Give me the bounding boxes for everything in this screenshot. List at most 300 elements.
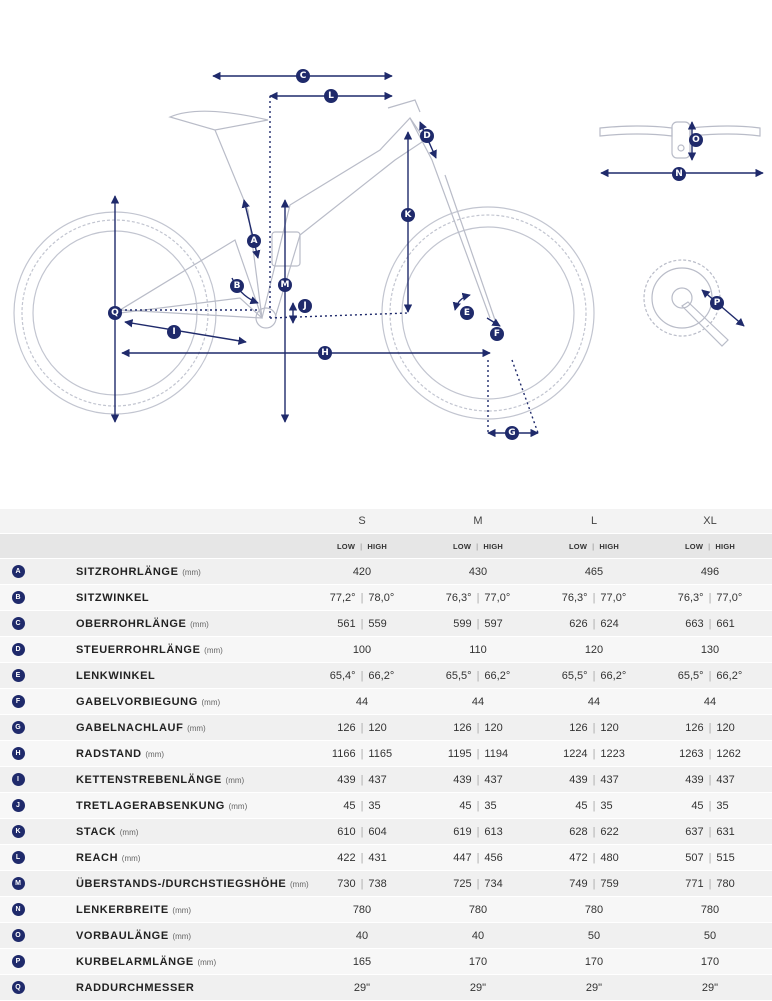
value-low: 430 bbox=[468, 565, 488, 578]
cell-value: 126 | 120 bbox=[337, 721, 387, 734]
label-i bbox=[167, 325, 181, 339]
row-label bbox=[76, 877, 309, 890]
cell-value: 439 | 437 bbox=[453, 773, 503, 786]
value-low: 29" bbox=[701, 981, 719, 994]
label-c bbox=[296, 69, 310, 83]
cell-value bbox=[304, 644, 420, 656]
row-name: OBERROHRLÄNGE bbox=[76, 617, 187, 630]
value-low: 29" bbox=[585, 981, 603, 994]
value-high: 437 bbox=[368, 773, 387, 786]
table-row bbox=[0, 741, 772, 767]
cell-value bbox=[536, 956, 652, 968]
value-high: 66,2° bbox=[484, 669, 511, 682]
row-name: RADSTAND bbox=[76, 747, 142, 760]
value-high: 35 bbox=[600, 799, 613, 812]
label-m bbox=[278, 278, 292, 292]
cell-value: 76,3° | 77,0° bbox=[445, 591, 511, 604]
value-low: 610 bbox=[337, 825, 356, 838]
row-unit: (mm) bbox=[145, 749, 165, 759]
row-name: KETTENSTREBENLÄNGE bbox=[76, 773, 222, 786]
value-low: 628 bbox=[569, 825, 588, 838]
cell-value: 1195 | 1194 bbox=[447, 747, 509, 760]
cell-value bbox=[304, 956, 420, 968]
value-low: 626 bbox=[569, 617, 588, 630]
value-low: 65,5° bbox=[445, 669, 472, 682]
value-low: 65,5° bbox=[677, 669, 704, 682]
value-high: 35 bbox=[368, 799, 381, 812]
value-low: 50 bbox=[587, 929, 601, 942]
value-high: 515 bbox=[716, 851, 735, 864]
value-high: 437 bbox=[716, 773, 735, 786]
value-low: 45 bbox=[459, 799, 472, 812]
svg-text:G: G bbox=[508, 428, 516, 438]
cell-value: 663 | 661 bbox=[685, 617, 735, 630]
value-high: 780 bbox=[716, 877, 735, 890]
value-low: 637 bbox=[685, 825, 704, 838]
table-row bbox=[0, 767, 772, 793]
svg-text:C: C bbox=[299, 71, 307, 81]
value-low: 507 bbox=[685, 851, 704, 864]
cell-value bbox=[420, 930, 536, 942]
svg-text:A: A bbox=[250, 236, 258, 246]
value-low: 1263 bbox=[679, 747, 704, 760]
row-name: GABELVORBIEGUNG bbox=[76, 695, 198, 708]
cell-value: 439 | 437 bbox=[569, 773, 619, 786]
cell-value: 1166 | 1165 bbox=[331, 747, 393, 760]
label-g bbox=[505, 426, 519, 440]
value-low: 472 bbox=[569, 851, 588, 864]
label-l bbox=[324, 89, 338, 103]
cell-value: 77,2° | 78,0° bbox=[329, 591, 395, 604]
label-j bbox=[298, 299, 312, 313]
row-unit: (mm) bbox=[204, 645, 223, 655]
cell-value: 730 | 738 bbox=[337, 877, 387, 890]
value-low: 100 bbox=[352, 643, 372, 656]
row-name: ÜBERSTANDS-/DURCHSTIEGSHÖHE bbox=[76, 877, 287, 890]
row-label bbox=[76, 800, 304, 812]
value-high: 66,2° bbox=[716, 669, 743, 682]
table-row bbox=[0, 949, 772, 975]
value-low: 422 bbox=[337, 851, 356, 864]
value-low: 771 bbox=[685, 877, 704, 890]
bike-frame bbox=[120, 100, 495, 328]
value-low: 663 bbox=[685, 617, 704, 630]
svg-text:N: N bbox=[675, 169, 683, 179]
value-high: 77,0° bbox=[484, 591, 511, 604]
value-high: 120 bbox=[368, 721, 387, 734]
cell-value bbox=[652, 696, 768, 708]
row-badge: P bbox=[12, 955, 25, 968]
value-high: 1223 bbox=[600, 747, 625, 760]
cell-value: 771 | 780 bbox=[685, 877, 735, 890]
value-low: 749 bbox=[569, 877, 588, 890]
row-name: STACK bbox=[76, 825, 117, 838]
low-high-header: LOW | HIGH bbox=[337, 541, 387, 551]
row-badge: B bbox=[12, 591, 25, 604]
value-low: 44 bbox=[587, 695, 601, 708]
svg-text:O: O bbox=[692, 135, 700, 145]
cell-value bbox=[536, 644, 652, 656]
label-h bbox=[318, 346, 332, 360]
value-low: 40 bbox=[471, 929, 485, 942]
cell-value bbox=[536, 566, 652, 578]
value-high: 35 bbox=[484, 799, 497, 812]
cell-value: 725 | 734 bbox=[453, 877, 503, 890]
cell-value bbox=[420, 566, 536, 578]
svg-text:H: H bbox=[321, 348, 329, 358]
handlebar-diagram bbox=[600, 122, 760, 158]
cell-value bbox=[652, 956, 768, 968]
value-low: 44 bbox=[355, 695, 369, 708]
row-name: VORBAULÄNGE bbox=[76, 929, 169, 942]
cell-value: 626 | 624 bbox=[569, 617, 619, 630]
row-unit: (mm) bbox=[187, 723, 206, 733]
svg-text:J: J bbox=[303, 301, 307, 311]
cell-value: 126 | 120 bbox=[569, 721, 619, 734]
svg-text:F: F bbox=[493, 329, 501, 339]
value-low: 439 bbox=[337, 773, 356, 786]
cell-value: 439 | 437 bbox=[337, 773, 387, 786]
row-name: STEUERROHRLÄNGE bbox=[76, 643, 201, 656]
value-high: 480 bbox=[600, 851, 619, 864]
value-low: 45 bbox=[343, 799, 356, 812]
value-low: 65,5° bbox=[561, 669, 588, 682]
value-low: 561 bbox=[337, 617, 356, 630]
cell-value: 610 | 604 bbox=[337, 825, 387, 838]
cell-value bbox=[652, 982, 768, 994]
table-row bbox=[0, 585, 772, 611]
value-low: 496 bbox=[700, 565, 720, 578]
geometry-rows bbox=[0, 559, 772, 1001]
value-low: 599 bbox=[453, 617, 472, 630]
table-row bbox=[0, 663, 772, 689]
low-high-header: LOW | HIGH bbox=[685, 541, 735, 551]
cell-value: 45 | 35 bbox=[691, 799, 729, 812]
size-header-row bbox=[0, 509, 772, 534]
row-name: REACH bbox=[76, 851, 119, 864]
svg-text:L: L bbox=[328, 91, 334, 101]
value-low: 44 bbox=[471, 695, 485, 708]
row-name: GABELNACHLAUF bbox=[76, 721, 184, 734]
value-high: 456 bbox=[484, 851, 503, 864]
row-badge: O bbox=[12, 929, 25, 942]
cell-value bbox=[420, 956, 536, 968]
table-row bbox=[0, 845, 772, 871]
value-low: 65,4° bbox=[329, 669, 356, 682]
cell-value: 65,5° | 66,2° bbox=[445, 669, 511, 682]
value-low: 439 bbox=[453, 773, 472, 786]
row-unit: (mm) bbox=[201, 697, 221, 707]
cell-value: 45 | 35 bbox=[459, 799, 497, 812]
row-label bbox=[76, 696, 304, 708]
label-a bbox=[247, 234, 261, 248]
row-name: SITZROHRLÄNGE bbox=[76, 565, 179, 578]
row-badge: J bbox=[12, 799, 25, 812]
row-name: KURBELARMLÄNGE bbox=[76, 955, 194, 968]
table-row bbox=[0, 819, 772, 845]
value-low: 76,3° bbox=[677, 591, 704, 604]
table-row bbox=[0, 975, 772, 1001]
value-high: 437 bbox=[600, 773, 619, 786]
row-name: TRETLAGERABSENKUNG bbox=[76, 799, 225, 812]
row-label bbox=[76, 956, 304, 968]
value-high: 35 bbox=[716, 799, 729, 812]
value-high: 66,2° bbox=[368, 669, 395, 682]
cell-value bbox=[304, 982, 420, 994]
row-badge: D bbox=[12, 643, 25, 656]
value-low: 1195 bbox=[447, 747, 472, 760]
value-high: 622 bbox=[600, 825, 619, 838]
value-low: 29" bbox=[353, 981, 371, 994]
cell-value bbox=[536, 904, 652, 916]
value-low: 44 bbox=[703, 695, 717, 708]
value-high: 1165 bbox=[368, 747, 393, 760]
row-badge: C bbox=[12, 617, 25, 630]
value-high: 661 bbox=[716, 617, 735, 630]
row-badge: L bbox=[12, 851, 25, 864]
value-low: 780 bbox=[700, 903, 720, 916]
label-d bbox=[420, 129, 434, 143]
value-low: 40 bbox=[355, 929, 369, 942]
value-low: 76,3° bbox=[561, 591, 588, 604]
cell-value: 507 | 515 bbox=[685, 851, 735, 864]
value-high: 120 bbox=[600, 721, 619, 734]
cell-value: 126 | 120 bbox=[685, 721, 735, 734]
row-name: RADDURCHMESSER bbox=[76, 981, 195, 994]
value-high: 78,0° bbox=[368, 591, 395, 604]
cell-value: 637 | 631 bbox=[685, 825, 735, 838]
cell-value: 422 | 431 bbox=[337, 851, 387, 864]
row-badge: N bbox=[12, 903, 25, 916]
svg-text:P: P bbox=[713, 298, 721, 308]
row-label bbox=[76, 618, 304, 630]
row-label bbox=[76, 592, 304, 604]
row-label bbox=[76, 748, 304, 760]
cell-value: 126 | 120 bbox=[453, 721, 503, 734]
cell-value: 45 | 35 bbox=[343, 799, 381, 812]
value-low: 780 bbox=[584, 903, 604, 916]
value-low: 77,2° bbox=[329, 591, 356, 604]
cell-value bbox=[536, 696, 652, 708]
cell-value bbox=[304, 566, 420, 578]
value-low: 126 bbox=[685, 721, 704, 734]
cell-value bbox=[420, 904, 536, 916]
value-low: 130 bbox=[700, 643, 720, 656]
row-label bbox=[76, 670, 304, 682]
row-label bbox=[76, 566, 304, 578]
table-row bbox=[0, 923, 772, 949]
row-label bbox=[76, 904, 304, 916]
value-high: 613 bbox=[484, 825, 503, 838]
cell-value bbox=[652, 644, 768, 656]
cell-value bbox=[304, 930, 420, 942]
row-unit: (mm) bbox=[190, 619, 209, 629]
cell-value: 1224 | 1223 bbox=[563, 747, 625, 760]
size-m-header: M bbox=[473, 515, 483, 527]
cell-value: 447 | 456 bbox=[453, 851, 503, 864]
label-f bbox=[490, 327, 504, 341]
value-high: 1194 bbox=[484, 747, 509, 760]
cell-value: 76,3° | 77,0° bbox=[561, 591, 627, 604]
row-label bbox=[76, 826, 304, 838]
row-label bbox=[76, 852, 304, 864]
value-low: 165 bbox=[352, 955, 372, 968]
row-badge: M bbox=[12, 877, 25, 890]
label-p bbox=[710, 296, 724, 310]
value-low: 170 bbox=[468, 955, 488, 968]
table-row bbox=[0, 715, 772, 741]
value-low: 1224 bbox=[563, 747, 588, 760]
table-row bbox=[0, 897, 772, 923]
value-low: 420 bbox=[352, 565, 372, 578]
row-label bbox=[76, 774, 304, 786]
value-high: 604 bbox=[368, 825, 387, 838]
row-name: SITZWINKEL bbox=[76, 591, 150, 604]
svg-text:M: M bbox=[280, 280, 290, 290]
value-low: 126 bbox=[453, 721, 472, 734]
cell-value: 45 | 35 bbox=[575, 799, 613, 812]
table-row bbox=[0, 793, 772, 819]
value-high: 77,0° bbox=[716, 591, 743, 604]
value-low: 126 bbox=[337, 721, 356, 734]
value-high: 559 bbox=[368, 617, 387, 630]
value-low: 439 bbox=[685, 773, 704, 786]
row-unit: (mm) bbox=[172, 905, 192, 915]
geometry-table bbox=[0, 509, 772, 1001]
value-high: 77,0° bbox=[600, 591, 627, 604]
cell-value: 599 | 597 bbox=[453, 617, 503, 630]
flip-chip-header-row bbox=[0, 534, 772, 559]
value-low: 29" bbox=[469, 981, 487, 994]
row-unit: (mm) bbox=[172, 931, 192, 941]
low-high-header: LOW | HIGH bbox=[569, 541, 619, 551]
value-high: 738 bbox=[368, 877, 387, 890]
label-o bbox=[689, 133, 703, 147]
value-high: 66,2° bbox=[600, 669, 627, 682]
row-label bbox=[76, 644, 304, 656]
svg-text:K: K bbox=[404, 210, 412, 220]
row-name: LENKWINKEL bbox=[76, 669, 156, 682]
cell-value: 65,5° | 66,2° bbox=[561, 669, 627, 682]
cell-value: 619 | 613 bbox=[453, 825, 503, 838]
value-high: 631 bbox=[716, 825, 735, 838]
cell-value bbox=[420, 644, 536, 656]
value-low: 725 bbox=[453, 877, 472, 890]
row-unit: (mm) bbox=[225, 775, 245, 785]
value-high: 437 bbox=[484, 773, 503, 786]
table-row bbox=[0, 559, 772, 585]
row-unit: (mm) bbox=[121, 853, 141, 863]
value-high: 597 bbox=[484, 617, 503, 630]
value-high: 120 bbox=[484, 721, 503, 734]
row-unit: (mm) bbox=[290, 879, 309, 889]
value-high: 759 bbox=[600, 877, 619, 890]
cell-value: 561 | 559 bbox=[337, 617, 387, 630]
cell-value bbox=[420, 696, 536, 708]
row-badge: Q bbox=[12, 981, 25, 994]
label-n bbox=[672, 167, 686, 181]
row-unit: (mm) bbox=[228, 801, 248, 811]
cell-value: 749 | 759 bbox=[569, 877, 619, 890]
svg-text:E: E bbox=[463, 308, 471, 318]
cell-value: 1263 | 1262 bbox=[679, 747, 741, 760]
value-high: 734 bbox=[484, 877, 503, 890]
value-low: 76,3° bbox=[445, 591, 472, 604]
value-low: 170 bbox=[700, 955, 720, 968]
value-low: 45 bbox=[575, 799, 588, 812]
cell-value bbox=[536, 930, 652, 942]
value-low: 50 bbox=[703, 929, 717, 942]
svg-text:B: B bbox=[233, 281, 241, 291]
label-b bbox=[230, 279, 244, 293]
cell-value bbox=[536, 982, 652, 994]
row-label bbox=[76, 982, 304, 994]
size-s-header: S bbox=[358, 515, 366, 527]
size-xl-header: XL bbox=[703, 515, 717, 527]
value-low: 780 bbox=[352, 903, 372, 916]
table-row bbox=[0, 689, 772, 715]
label-q bbox=[108, 306, 122, 320]
value-low: 120 bbox=[584, 643, 604, 656]
row-label bbox=[76, 930, 304, 942]
row-badge: K bbox=[12, 825, 25, 838]
value-low: 465 bbox=[584, 565, 604, 578]
cell-value bbox=[304, 904, 420, 916]
row-badge: E bbox=[12, 669, 25, 682]
cell-value bbox=[652, 930, 768, 942]
row-unit: (mm) bbox=[182, 567, 201, 577]
value-high: 120 bbox=[716, 721, 735, 734]
value-low: 780 bbox=[468, 903, 488, 916]
svg-text:I: I bbox=[172, 327, 176, 337]
value-low: 439 bbox=[569, 773, 588, 786]
value-low: 126 bbox=[569, 721, 588, 734]
row-badge: I bbox=[12, 773, 25, 786]
cell-value: 65,5° | 66,2° bbox=[677, 669, 743, 682]
row-badge: A bbox=[12, 565, 25, 578]
cell-value: 472 | 480 bbox=[569, 851, 619, 864]
value-low: 447 bbox=[453, 851, 472, 864]
row-label bbox=[76, 722, 304, 734]
value-low: 730 bbox=[337, 877, 356, 890]
value-high: 1262 bbox=[716, 747, 741, 760]
cell-value: 76,3° | 77,0° bbox=[677, 591, 743, 604]
cell-value bbox=[652, 904, 768, 916]
svg-text:D: D bbox=[423, 131, 431, 141]
row-unit: (mm) bbox=[119, 827, 139, 837]
table-row bbox=[0, 637, 772, 663]
value-low: 45 bbox=[691, 799, 704, 812]
low-high-header: LOW | HIGH bbox=[453, 541, 503, 551]
label-e bbox=[460, 306, 474, 320]
cell-value: 628 | 622 bbox=[569, 825, 619, 838]
row-badge: F bbox=[12, 695, 25, 708]
value-low: 170 bbox=[584, 955, 604, 968]
value-high: 431 bbox=[368, 851, 387, 864]
cell-value: 65,4° | 66,2° bbox=[329, 669, 395, 682]
cell-value bbox=[652, 566, 768, 578]
table-row bbox=[0, 611, 772, 637]
cell-value bbox=[420, 982, 536, 994]
cell-value: 439 | 437 bbox=[685, 773, 735, 786]
label-k bbox=[401, 208, 415, 222]
value-low: 1166 bbox=[331, 747, 356, 760]
svg-text:Q: Q bbox=[111, 308, 119, 318]
row-badge: G bbox=[12, 721, 25, 734]
cell-value bbox=[304, 696, 420, 708]
row-name: LENKERBREITE bbox=[76, 903, 169, 916]
row-unit: (mm) bbox=[197, 957, 217, 967]
